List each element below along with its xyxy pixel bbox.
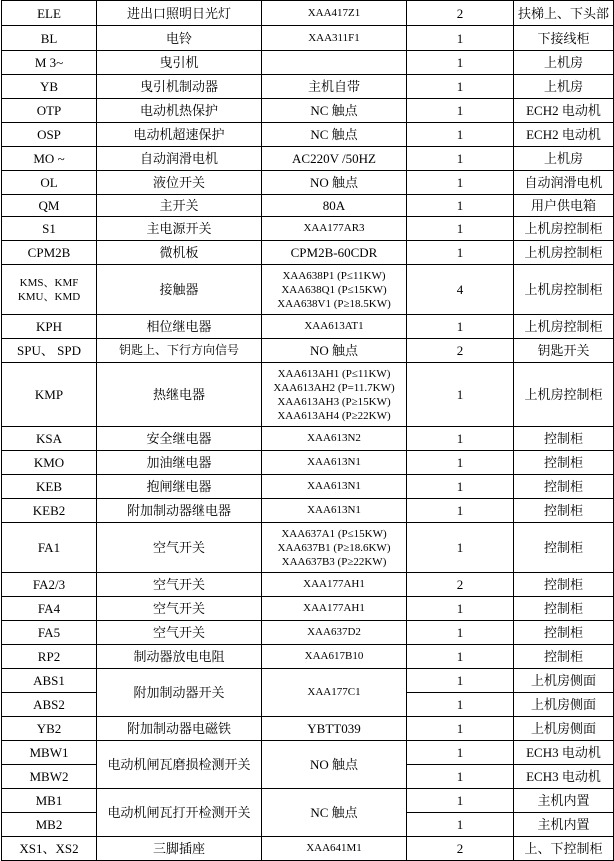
component-name: 电动机闸瓦磨损检测开关 <box>97 741 262 789</box>
component-code: OL <box>2 171 97 195</box>
component-name: 抱闸继电器 <box>97 475 262 499</box>
component-qty: 1 <box>407 195 514 217</box>
component-location: 用户供电箱 <box>514 195 614 217</box>
component-qty: 1 <box>407 427 514 451</box>
text-line: XAA637B3 (P≥22KW) <box>281 555 387 568</box>
component-code: ABS2 <box>2 693 97 717</box>
component-name: 主开关 <box>97 195 262 217</box>
component-qty: 1 <box>407 241 514 265</box>
component-code: XS1、XS2 <box>2 837 97 861</box>
table-row <box>2 427 614 451</box>
table-row <box>2 51 614 75</box>
component-name: 三脚插座 <box>97 837 262 861</box>
component-spec: YBTT039 <box>262 717 407 741</box>
component-location: 控制柜 <box>514 621 614 645</box>
component-name: 液位开关 <box>97 171 262 195</box>
component-name: 微机板 <box>97 241 262 265</box>
component-location: 上机房 <box>514 147 614 171</box>
table-row <box>2 621 614 645</box>
component-qty: 1 <box>407 523 514 573</box>
component-qty: 2 <box>407 573 514 597</box>
component-qty: 1 <box>407 217 514 241</box>
table-row <box>2 573 614 597</box>
component-spec: XAA613N1 <box>262 499 407 523</box>
text-line: XAA638P1 (P≤11KW) <box>282 269 386 282</box>
component-spec: NO 触点 <box>262 171 407 195</box>
component-name: 钥匙上、下行方向信号 <box>97 339 262 363</box>
component-location: 上机房 <box>514 51 614 75</box>
component-spec: XAA177C1 <box>262 669 407 717</box>
component-location: 上机房侧面 <box>514 717 614 741</box>
table-row <box>2 147 614 171</box>
component-qty: 4 <box>407 265 514 315</box>
component-qty: 1 <box>407 171 514 195</box>
component-name: 主电源开关 <box>97 217 262 241</box>
component-qty: 1 <box>407 26 514 51</box>
component-location: ECH2 电动机 <box>514 99 614 123</box>
component-location: 钥匙开关 <box>514 339 614 363</box>
text-line: XAA613AH1 (P≤11KW) <box>277 367 391 380</box>
component-spec: NC 触点 <box>262 123 407 147</box>
text-line: KMS、KMF <box>19 276 79 289</box>
component-name: 空气开关 <box>97 621 262 645</box>
table-row <box>2 837 614 861</box>
table-row <box>2 741 614 765</box>
component-code: FA1 <box>2 523 97 573</box>
component-location: 控制柜 <box>514 499 614 523</box>
table-row <box>2 217 614 241</box>
component-qty: 1 <box>407 147 514 171</box>
component-spec: XAA613AT1 <box>262 315 407 339</box>
component-code: KSA <box>2 427 97 451</box>
component-location: 上机房控制柜 <box>514 265 614 315</box>
component-location: 上机房控制柜 <box>514 241 614 265</box>
component-spec: XAA613N2 <box>262 427 407 451</box>
component-qty: 1 <box>407 741 514 765</box>
component-location: ECH3 电动机 <box>514 765 614 789</box>
component-location: 上机房侧面 <box>514 693 614 717</box>
table-row <box>2 195 614 217</box>
spec-lines <box>264 269 404 311</box>
component-name: 曳引机制动器 <box>97 75 262 99</box>
table-row <box>2 315 614 339</box>
component-code: OSP <box>2 123 97 147</box>
component-code: KMP <box>2 363 97 427</box>
component-qty: 1 <box>407 451 514 475</box>
component-name: 相位继电器 <box>97 315 262 339</box>
text-line: XAA638V1 (P≥18.5KW) <box>277 297 391 310</box>
component-code: M 3~ <box>2 51 97 75</box>
component-spec: 主机自带 <box>262 75 407 99</box>
component-spec: XAA637D2 <box>262 621 407 645</box>
text-line: XAA637B1 (P≥18.6KW) <box>277 541 391 554</box>
component-location: 主机内置 <box>514 789 614 813</box>
component-location: ECH2 电动机 <box>514 123 614 147</box>
component-location: 控制柜 <box>514 523 614 573</box>
component-code: S1 <box>2 217 97 241</box>
text-line: XAA637A1 (P≤15KW) <box>281 527 387 540</box>
component-code: FA5 <box>2 621 97 645</box>
component-qty: 1 <box>407 75 514 99</box>
component-code <box>2 265 97 315</box>
component-qty: 2 <box>407 1 514 26</box>
component-spec: XAA613N1 <box>262 475 407 499</box>
component-name: 进出口照明日光灯 <box>97 1 262 26</box>
component-spec: CPM2B-60CDR <box>262 241 407 265</box>
component-location: 控制柜 <box>514 451 614 475</box>
component-name: 电动机闸瓦打开检测开关 <box>97 789 262 837</box>
table-row <box>2 597 614 621</box>
component-code: OTP <box>2 99 97 123</box>
component-qty: 1 <box>407 475 514 499</box>
component-location: 控制柜 <box>514 597 614 621</box>
component-name: 自动润滑电机 <box>97 147 262 171</box>
component-spec: XAA177AR3 <box>262 217 407 241</box>
table-row <box>2 717 614 741</box>
component-qty: 1 <box>407 499 514 523</box>
component-qty: 1 <box>407 621 514 645</box>
component-code: MB1 <box>2 789 97 813</box>
component-location: 下接线柜 <box>514 26 614 51</box>
component-code: MBW2 <box>2 765 97 789</box>
component-spec <box>262 523 407 573</box>
table-row <box>2 499 614 523</box>
component-qty: 1 <box>407 693 514 717</box>
component-code: FA2/3 <box>2 573 97 597</box>
component-location: 上机房控制柜 <box>514 315 614 339</box>
component-code: BL <box>2 26 97 51</box>
table-row <box>2 363 614 427</box>
component-name: 曳引机 <box>97 51 262 75</box>
component-spec: XAA417Z1 <box>262 1 407 26</box>
table-row <box>2 241 614 265</box>
component-code: KEB <box>2 475 97 499</box>
component-code: ELE <box>2 1 97 26</box>
component-qty: 1 <box>407 315 514 339</box>
component-code: KEB2 <box>2 499 97 523</box>
component-qty: 1 <box>407 669 514 693</box>
component-code: SPU、 SPD <box>2 339 97 363</box>
component-name: 热继电器 <box>97 363 262 427</box>
component-name: 附加制动器开关 <box>97 669 262 717</box>
component-spec: XAA617B10 <box>262 645 407 669</box>
text-line: XAA613AH4 (P≥22KW) <box>277 409 391 422</box>
component-spec: XAA177AH1 <box>262 597 407 621</box>
table-row <box>2 99 614 123</box>
component-name: 电铃 <box>97 26 262 51</box>
component-location: 上机房控制柜 <box>514 217 614 241</box>
component-spec: NO 触点 <box>262 741 407 789</box>
table-row <box>2 451 614 475</box>
component-code: YB <box>2 75 97 99</box>
component-qty: 1 <box>407 789 514 813</box>
component-name: 空气开关 <box>97 573 262 597</box>
component-location: 控制柜 <box>514 427 614 451</box>
table-row <box>2 75 614 99</box>
component-qty: 1 <box>407 717 514 741</box>
table-row <box>2 339 614 363</box>
table-row <box>2 645 614 669</box>
table-row <box>2 789 614 813</box>
component-spec: NO 触点 <box>262 339 407 363</box>
component-qty: 1 <box>407 363 514 427</box>
component-location: 自动润滑电机 <box>514 171 614 195</box>
component-name: 电动机热保护 <box>97 99 262 123</box>
component-spec: XAA641M1 <box>262 837 407 861</box>
table-row <box>2 475 614 499</box>
component-code: YB2 <box>2 717 97 741</box>
component-qty: 1 <box>407 765 514 789</box>
code-line <box>4 276 94 304</box>
component-name: 空气开关 <box>97 597 262 621</box>
component-table <box>1 0 614 861</box>
component-qty: 1 <box>407 645 514 669</box>
component-code: KPH <box>2 315 97 339</box>
component-name: 附加制动器电磁铁 <box>97 717 262 741</box>
component-code: KMO <box>2 451 97 475</box>
text-line: XAA638Q1 (P≤15KW) <box>281 283 387 296</box>
component-name: 附加制动器继电器 <box>97 499 262 523</box>
component-qty: 1 <box>407 99 514 123</box>
component-name: 接触器 <box>97 265 262 315</box>
table-row <box>2 1 614 26</box>
component-code: MB2 <box>2 813 97 837</box>
table-row <box>2 123 614 147</box>
component-spec: NC 触点 <box>262 789 407 837</box>
component-qty: 2 <box>407 837 514 861</box>
component-qty: 2 <box>407 339 514 363</box>
text-line: XAA613AH2 (P=11.7KW) <box>273 381 395 394</box>
component-name: 制动器放电电阻 <box>97 645 262 669</box>
component-location: 控制柜 <box>514 475 614 499</box>
component-location: 控制柜 <box>514 573 614 597</box>
table-row <box>2 669 614 693</box>
spec-lines <box>264 367 404 423</box>
component-qty: 1 <box>407 813 514 837</box>
component-spec <box>262 51 407 75</box>
component-spec: 80A <box>262 195 407 217</box>
component-name: 电动机超速保护 <box>97 123 262 147</box>
component-code: RP2 <box>2 645 97 669</box>
component-spec: XAA613N1 <box>262 451 407 475</box>
component-location: 控制柜 <box>514 645 614 669</box>
component-code: ABS1 <box>2 669 97 693</box>
component-spec: XAA311F1 <box>262 26 407 51</box>
component-code: MO ~ <box>2 147 97 171</box>
component-qty: 1 <box>407 597 514 621</box>
component-name: 空气开关 <box>97 523 262 573</box>
component-code: MBW1 <box>2 741 97 765</box>
component-spec <box>262 363 407 427</box>
spec-lines <box>264 527 404 569</box>
component-location: 上机房侧面 <box>514 669 614 693</box>
component-name: 安全继电器 <box>97 427 262 451</box>
component-location: 上机房 <box>514 75 614 99</box>
component-name: 加油继电器 <box>97 451 262 475</box>
text-line: XAA613AH3 (P≥15KW) <box>277 395 391 408</box>
component-spec <box>262 265 407 315</box>
component-location: 上机房控制柜 <box>514 363 614 427</box>
text-line: KMU、KMD <box>17 290 81 303</box>
component-spec: AC220V /50HZ <box>262 147 407 171</box>
component-location: 上、下控制柜 <box>514 837 614 861</box>
component-spec: XAA177AH1 <box>262 573 407 597</box>
component-qty: 1 <box>407 123 514 147</box>
component-code: QM <box>2 195 97 217</box>
table-row <box>2 265 614 315</box>
component-location: 主机内置 <box>514 813 614 837</box>
component-code: FA4 <box>2 597 97 621</box>
table-row <box>2 171 614 195</box>
table-row <box>2 26 614 51</box>
table-row <box>2 523 614 573</box>
component-location: ECH3 电动机 <box>514 741 614 765</box>
component-qty: 1 <box>407 51 514 75</box>
component-location: 扶梯上、下头部 <box>514 1 614 26</box>
component-code: CPM2B <box>2 241 97 265</box>
component-spec: NC 触点 <box>262 99 407 123</box>
